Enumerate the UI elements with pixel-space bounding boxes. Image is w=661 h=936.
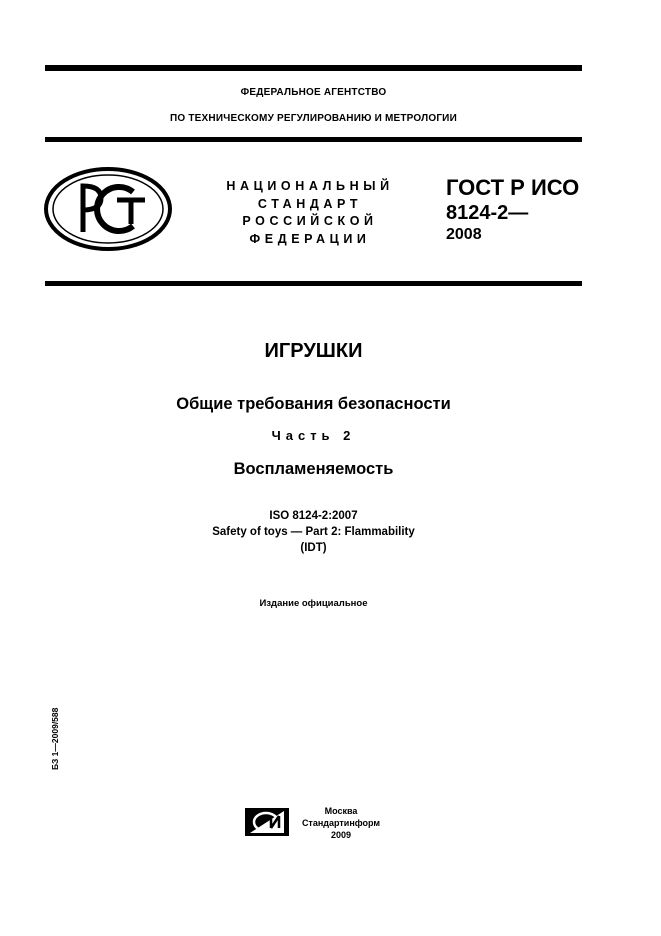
side-code: БЗ 1—2009/588 — [50, 707, 60, 770]
agency-line-2: ПО ТЕХНИЧЕСКОМУ РЕГУЛИРОВАНИЮ И МЕТРОЛОГИИ — [170, 113, 457, 124]
publisher-year: 2009 — [330, 830, 352, 840]
header-rule — [45, 137, 582, 142]
designation-line-3: 2008 — [446, 226, 482, 243]
iso-reference: ISO 8124-2:2007 — [269, 510, 358, 522]
publisher-city: Москва — [324, 806, 358, 816]
edition-note: Издание официальное — [259, 598, 368, 609]
standartinform-logo-icon — [244, 807, 290, 837]
document-subtitle: Общие требования безопасности — [176, 395, 451, 413]
divider-rule — [45, 281, 582, 286]
designation-line-2: 8124-2— — [446, 202, 529, 224]
part-title: Воспламеняемость — [233, 460, 394, 478]
standard-type-line-4: ФЕДЕРАЦИИ — [249, 232, 371, 246]
top-rule — [45, 65, 582, 71]
iso-equivalence: (IDT) — [300, 542, 327, 554]
agency-line-1: ФЕДЕРАЛЬНОЕ АГЕНТСТВО — [240, 87, 387, 98]
part-number: Часть 2 — [271, 428, 356, 443]
rst-conformity-mark-icon — [43, 166, 173, 252]
publisher-name: Стандартинформ — [301, 818, 381, 828]
designation-line-1: ГОСТ Р ИСО — [446, 175, 580, 200]
iso-title: Safety of toys — Part 2: Flammability — [212, 526, 415, 538]
standard-type-line-1: НАЦИОНАЛЬНЫЙ — [226, 179, 394, 193]
document-title: ИГРУШКИ — [264, 340, 363, 362]
standard-type-line-2: СТАНДАРТ — [257, 197, 363, 211]
standard-type-line-3: РОССИЙСКОЙ — [242, 214, 378, 228]
